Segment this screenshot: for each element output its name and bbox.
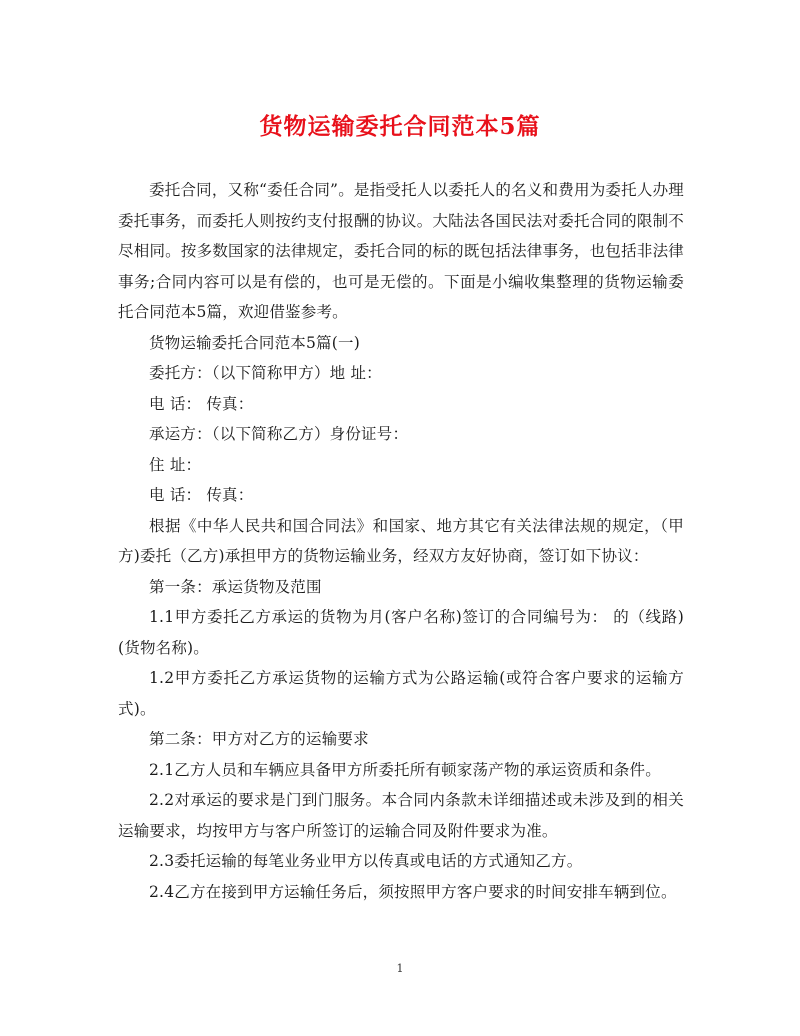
clause-2-4: 2.4乙方在接到甲方运输任务后，须按照甲方客户要求的时间安排车辆到位。 bbox=[149, 882, 677, 901]
carrier-address-line: 住 址： bbox=[149, 455, 202, 474]
document-title: 货物运输委托合同范本5篇 bbox=[259, 113, 541, 140]
page-number: 1 bbox=[396, 962, 404, 975]
clause-1-2: 1.2甲方委托乙方承运货物的运输方式为公路运输(或符合客户要求的运输方式)。 bbox=[118, 669, 684, 718]
client-contact-line: 电 话： 传真： bbox=[149, 394, 254, 413]
carrier-line: 承运方：（以下简称乙方）身份证号： bbox=[149, 425, 409, 443]
document-body bbox=[118, 175, 684, 907]
clause-2-3: 2.3委托运输的每笔业务业甲方以传真或电话的方式通知乙方。 bbox=[149, 852, 583, 870]
client-line: 委托方：（以下简称甲方）地 址： bbox=[149, 364, 382, 382]
clause-1-1: 1.1甲方委托乙方承运的货物为月(客户名称)签订的合同编号为： 的（线路)(货物名称)。 bbox=[118, 608, 684, 657]
clause-2-2: 2.2对承运的要求是门到门服务。本合同内条款未详细描述或未涉及到的相关运输要求，均按甲方与客户所签订的运输合同及附件要求为准。 bbox=[118, 791, 684, 840]
intro-paragraph: 委托合同，又称“委任合同”。是指受托人以委托人的名义和费用为委托人办理委托事务，而委托人则按约支付报酬的协议。大陆法各国民法对委托合同的限制不尽相同。按多数国家的法律规定，委托合同的标的既包括法律事务，也包括非法律事务;合同内容可以是有偿的，也可是无偿的。下面是小编收集整理的货物运输委托合同范本5篇，欢迎借鉴参考。 bbox=[118, 181, 684, 321]
section-heading: 货物运输委托合同范本5篇(一) bbox=[149, 333, 360, 352]
article-one-heading: 第一条：承运货物及范围 bbox=[149, 577, 322, 596]
legal-basis-paragraph: 根据《中华人民共和国合同法》和国家、地方其它有关法律法规的规定，（甲方)委托（乙方)承担甲方的货物运输业务，经双方友好协商，签订如下协议： bbox=[118, 516, 684, 565]
article-two-heading: 第二条：甲方对乙方的运输要求 bbox=[149, 730, 369, 748]
carrier-contact-line: 电 话： 传真： bbox=[149, 486, 254, 504]
clause-2-1: 2.1乙方人员和车辆应具备甲方所委托所有顿家荡产物的承运资质和条件。 bbox=[149, 760, 661, 779]
